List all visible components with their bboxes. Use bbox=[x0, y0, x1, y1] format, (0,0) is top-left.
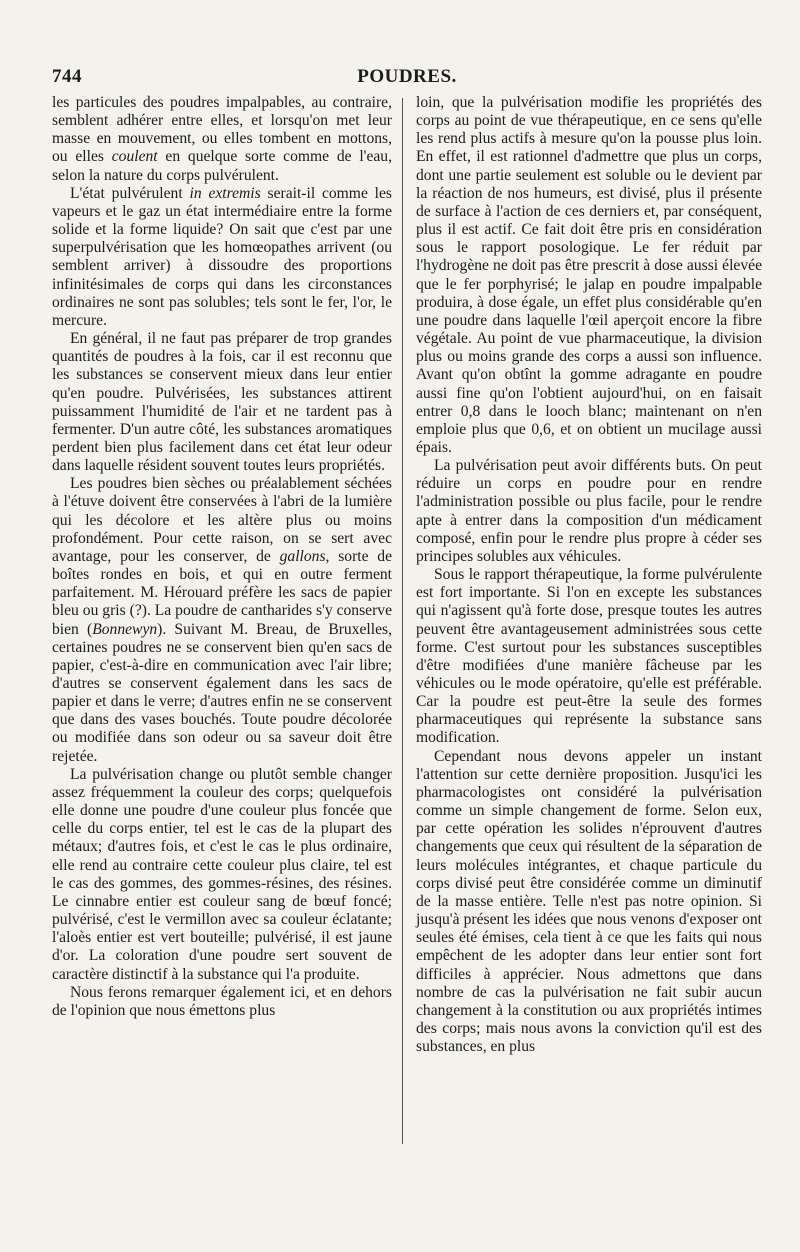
text-run: Nous ferons remarquer également ici, et en dehors de l'opinion que nous émettons plus bbox=[52, 983, 392, 1019]
italic-text: in extremis bbox=[189, 184, 261, 202]
paragraph bbox=[52, 94, 392, 185]
text-run: Cependant nous devons appeler un instant l'attention sur cette dernière proposition. Jusqu'ici les pharmacologistes ont considéré la pulvérisation comme un simple changement de forme. Selon eux, par cette opération les solides n'éprouvent d'autres changements que ceux qui résultent de la séparation de leurs molécules intégrantes, et chaque particule du corps divisé peut être considérée comme un diminutif de la masse entière. Telle n'est pas notre opinion. Si jusqu'à présent les idées que nous venons d'exposer ont seules été émises, cela tient à ce que les faits qui nous empêchent de les adopter dans leur entier sont fort difficiles à apprécier. Nous admettons que dans nombre de cas la pulvérisation ne fait subir aucun changement à la constitution ou aux propriétés intimes des corps; mais nous avons la conviction qu'il est des substances, en plus bbox=[416, 747, 762, 1056]
text-run: en quelque sorte comme de l'eau, selon la nature du corps pulvérulent. bbox=[52, 148, 392, 184]
text-run: Les poudres bien sèches ou préalablement séchées à l'étuve doivent être conservées à l'abri de la lumière qui les décolore et les altère plus ou moins profondément. Pour cette raison, on se sert avec avantage, pour les conserver, de bbox=[52, 475, 392, 565]
paragraph bbox=[416, 457, 762, 566]
paragraph bbox=[52, 984, 392, 1020]
text-run: serait-il comme les vapeurs et le gaz un état intermédiaire entre la forme solide et la forme liquide? On sait que c'est par une superpulvérisation que les homœopathes arrivent (ou semblent arriver) à dissoudre des proportions infinitésimales de corps qui dans les circonstances ordinaires ne sont pas solubles; tels sont le fer, l'or, le mercure. bbox=[52, 184, 393, 329]
running-title: POUDRES. bbox=[357, 66, 457, 87]
page-header bbox=[52, 66, 762, 92]
text-run: L'état pulvérulent bbox=[70, 184, 190, 202]
italic-text: Bonnewyn bbox=[92, 620, 158, 638]
column-divider bbox=[402, 98, 403, 1144]
text-run: loin, que la pulvérisation modifie les propriétés des corps au point de vue thérapeutique, en ce sens qu'elle les rend plus actifs à mesure qu'on la pousse plus loin. En effet, il est rationnel d'admettre que plus un corps, dont une partie seulement est soluble ou le devient par la réaction de nos humeurs, est divisé, plus il présente de surface à l'action de ces derniers et, par conséquent, plus il est actif. Ce fait doit être pris en considération sous le rapport posologique. Le fer réduit par l'hydrogène ne doit pas être prescrit à dose aussi élevée que le fer porphyrisé; le jalap en poudre impalpable produira, à dose égale, un effet plus considérable qu'en une poudre dans laquelle l'œil aperçoit encore la fibre végétale. Au point de vue pharmaceutique, la division plus ou moins grande des corps a aussi son influence. Avant qu'on obtînt la gomme adragante en poudre aussi fine qu'on l'obtient aujourd'hui, on en faisait entrer 0,8 dans le looch blanc; maintenant on n'en emploie plus que 0,6, et on obtient un mucilage aussi épais. bbox=[416, 94, 762, 456]
paragraph bbox=[52, 475, 392, 766]
text-run: ). Suivant M. Breau, de Bruxelles, certaines poudres ne se conservent bien qu'en sacs de papier, c'est-à-dire en communication avec l'air libre; d'autres se conservent également dans les sacs de papier et dans le verre; d'autres enfin ne se conservent que dans des vases bouchés. Toute poudre décolorée ou modifiée dans son odeur ou sa saveur doit être rejetée. bbox=[52, 620, 392, 765]
text-run: Sous le rapport thérapeutique, la forme pulvérulente est fort importante. Si l'on en excepte les substances qui n'agissent qu'à forte dose, presque toutes les autres peuvent être avantageusement administrées sous cette forme. C'est surtout pour les substances susceptibles d'être modifiées d'une manière fâcheuse par les véhicules ou le mode opératoire, qu'elle est préférable. Car la poudre est peut-être la seule des formes pharmaceutiques qui représente la substance sans modification. bbox=[416, 566, 762, 747]
left-column bbox=[52, 94, 392, 1020]
right-column bbox=[416, 94, 762, 1056]
text-run: En général, il ne faut pas préparer de trop grandes quantités de poudres à la fois, car il est reconnu que les substances se conservent mieux dans leur entier qu'en poudre. Pulvérisées, les substances attirent puissamment l'humidité de l'air et ne tardent pas à fermenter. D'un autre côté, les substances aromatiques perdent bien plus facilement dans cet état leur odeur dans laquelle résident souvent toutes leurs propriétés. bbox=[52, 330, 392, 475]
italic-text: gallons bbox=[279, 547, 326, 565]
italic-text: coulent bbox=[111, 148, 158, 166]
paragraph bbox=[52, 766, 392, 984]
text-run: La pulvérisation peut avoir différents buts. On peut réduire un corps en poudre pour en rendre l'administration possible ou plus facile, pour le rendre apte à entrer dans la composition d'un médicament composé, enfin pour le rendre plus propre à céder ses principes solubles aux véhicules. bbox=[416, 457, 762, 565]
text-run: , sorte de boîtes rondes en bois, et qui en outre ferment parfaitement. M. Hérouard préfère les sacs de papier bleu ou gris (?). La poudre de cantharides s'y conserve bien ( bbox=[52, 547, 392, 638]
text-run: les particules des poudres impalpables, au contraire, semblent adhérer entre elles, et lorsqu'on met leur masse en mouvement, ou elles tombent en mottons, ou elles bbox=[52, 94, 392, 166]
text-run: La pulvérisation change ou plutôt semble changer assez fréquemment la couleur des corps; quelquefois elle donne une poudre d'une couleur plus foncée que celle du corps entier, tel est le cas de la plupart des métaux; d'autres fois, et c'est le cas le plus ordinaire, elle rend au contraire cette couleur plus claire, tel est le cas des gommes, des gommes-résines, des résines. Le cinnabre entier est couleur sang de bœuf foncé; pulvérisé, c'est le vermillon avec sa couleur éclatante; l'aloès entier est vert bouteille; pulvérisé, il est jaune d'or. La coloration d'une poudre sert souvent de caractère distinctif à la substance qui l'a produite. bbox=[52, 765, 392, 983]
paragraph bbox=[416, 94, 762, 457]
paragraph bbox=[52, 330, 392, 475]
paragraph bbox=[416, 566, 762, 748]
paragraph bbox=[416, 748, 762, 1057]
page-number: 744 bbox=[52, 66, 82, 87]
paragraph bbox=[52, 185, 392, 330]
